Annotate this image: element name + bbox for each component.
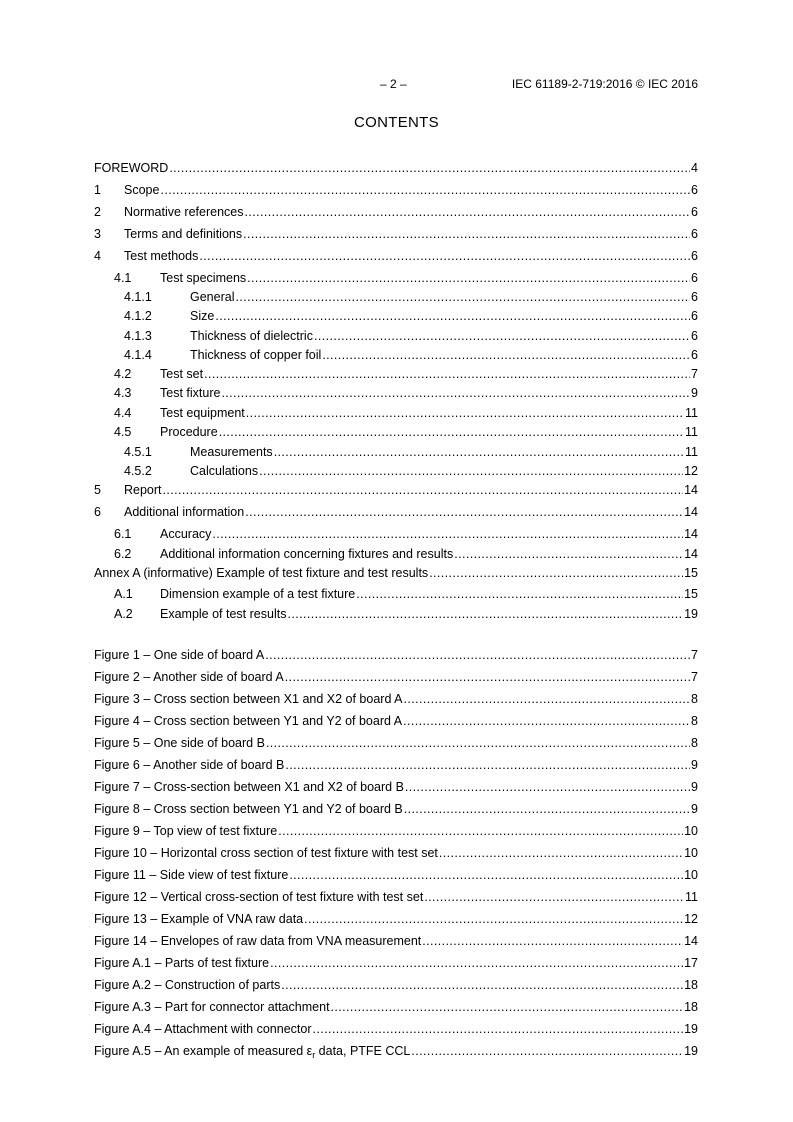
dot-leader bbox=[289, 866, 683, 885]
dot-leader bbox=[221, 384, 690, 403]
toc-entry-number: 4.5.1 bbox=[124, 445, 152, 459]
dot-leader bbox=[312, 1020, 683, 1039]
figure-entry[interactable] bbox=[94, 888, 698, 907]
figure-entry-title: Figure 9 – Top view of test fixture bbox=[94, 824, 278, 838]
figure-entry-title: Figure 6 – Another side of board B bbox=[94, 758, 285, 772]
figure-entry-page: 10 bbox=[684, 846, 698, 860]
toc-entry-number: 4.4 bbox=[114, 406, 132, 420]
toc-entry[interactable] bbox=[94, 181, 698, 200]
toc-entry-title: Test methods bbox=[124, 249, 199, 263]
toc-entry[interactable] bbox=[94, 585, 698, 604]
dot-leader bbox=[411, 1042, 683, 1061]
dot-leader bbox=[169, 159, 690, 178]
toc-entry[interactable] bbox=[94, 605, 698, 624]
dot-leader bbox=[215, 307, 690, 326]
toc-entry-number: 6 bbox=[94, 505, 101, 519]
dot-leader bbox=[266, 734, 690, 753]
toc-entry[interactable] bbox=[94, 365, 698, 384]
toc-entry-page: 6 bbox=[691, 290, 698, 304]
figure-entry-page: 12 bbox=[684, 912, 698, 926]
figure-entry-title: Figure 2 – Another side of board A bbox=[94, 670, 284, 684]
toc-entry-page: 19 bbox=[684, 607, 698, 621]
figure-entry-title: Figure A.5 – An example of measured $\varepsilon_r$ data, PTFE CCL bbox=[94, 1044, 411, 1060]
toc-entry-title: Report bbox=[124, 483, 162, 497]
toc-entry-number: 4.1.3 bbox=[124, 329, 152, 343]
toc-entry[interactable] bbox=[94, 346, 698, 365]
toc-entry-number: 4.3 bbox=[114, 386, 132, 400]
figure-entry[interactable] bbox=[94, 844, 698, 863]
figure-entry-title: Figure A.2 – Construction of parts bbox=[94, 978, 281, 992]
dot-leader bbox=[422, 932, 683, 951]
toc-entry-page: 15 bbox=[684, 566, 698, 580]
dot-leader bbox=[278, 822, 683, 841]
toc-entry-title: Normative references bbox=[124, 205, 244, 219]
figure-entry[interactable] bbox=[94, 668, 698, 687]
toc-entry-title: Scope bbox=[124, 183, 160, 197]
dot-leader bbox=[274, 443, 684, 462]
figure-entry[interactable] bbox=[94, 954, 698, 973]
toc-entry-page: 11 bbox=[685, 445, 698, 459]
header-standard-reference: IEC 61189-2-719:2016 © IEC 2016 bbox=[511, 77, 698, 91]
toc-entry-title: Additional information bbox=[124, 505, 245, 519]
toc-entry-number: 2 bbox=[94, 205, 101, 219]
figure-entry[interactable] bbox=[94, 822, 698, 841]
toc-entry-title: Dimension example of a test fixture bbox=[160, 587, 356, 601]
toc-entry[interactable] bbox=[94, 384, 698, 403]
header-page-number: – 2 – bbox=[380, 77, 407, 91]
toc-entry[interactable] bbox=[94, 462, 698, 481]
toc-entry-number: 3 bbox=[94, 227, 101, 241]
figure-entry-page: 10 bbox=[684, 868, 698, 882]
dot-leader bbox=[212, 525, 683, 544]
dot-leader bbox=[424, 888, 684, 907]
dot-leader bbox=[235, 288, 690, 307]
toc-entry-page: 12 bbox=[684, 464, 698, 478]
toc-entry[interactable] bbox=[94, 247, 698, 266]
figure-entry[interactable] bbox=[94, 1042, 698, 1061]
toc-entry[interactable] bbox=[94, 404, 698, 423]
toc-entry-number: 6.1 bbox=[114, 527, 132, 541]
toc-entry-page: 6 bbox=[691, 271, 698, 285]
toc-entry-title: Measurements bbox=[190, 445, 273, 459]
dot-leader bbox=[247, 269, 690, 288]
dot-leader bbox=[199, 247, 690, 266]
toc-entry[interactable] bbox=[94, 564, 698, 583]
toc-entry[interactable] bbox=[94, 503, 698, 522]
figure-entry[interactable] bbox=[94, 712, 698, 731]
dot-leader bbox=[404, 800, 690, 819]
toc-entry[interactable] bbox=[94, 307, 698, 326]
toc-entry-title: Test equipment bbox=[160, 406, 245, 420]
figure-entry[interactable] bbox=[94, 756, 698, 775]
toc-entry-number: 4.2 bbox=[114, 367, 132, 381]
dot-leader bbox=[160, 181, 690, 200]
toc-entry[interactable] bbox=[94, 203, 698, 222]
toc-entry-page: 4 bbox=[691, 161, 698, 175]
toc-entry-page: 11 bbox=[685, 406, 698, 420]
dot-leader bbox=[245, 503, 683, 522]
dot-leader bbox=[245, 203, 691, 222]
toc-entry-page: 6 bbox=[691, 227, 698, 241]
toc-entry[interactable] bbox=[94, 423, 698, 442]
figure-entry-title: Figure 8 – Cross section between Y1 and Y2 of board B bbox=[94, 802, 403, 816]
figure-entry-page: 8 bbox=[691, 736, 698, 750]
dot-leader bbox=[270, 954, 683, 973]
dot-leader bbox=[163, 481, 684, 500]
figure-entry[interactable] bbox=[94, 800, 698, 819]
dot-leader bbox=[331, 998, 684, 1017]
dot-leader bbox=[403, 712, 690, 731]
toc-entry-page: 6 bbox=[691, 329, 698, 343]
toc-entry-page: 6 bbox=[691, 205, 698, 219]
toc-entry-page: 6 bbox=[691, 183, 698, 197]
toc-entry-number: 4.5.2 bbox=[124, 464, 152, 478]
figure-entry-page: 8 bbox=[691, 714, 698, 728]
figure-entry[interactable] bbox=[94, 998, 698, 1017]
toc-entry-title: General bbox=[190, 290, 235, 304]
figure-entry-page: 18 bbox=[684, 978, 698, 992]
toc-entry-page: 11 bbox=[685, 425, 698, 439]
toc-entry-page: 14 bbox=[684, 505, 698, 519]
dot-leader bbox=[405, 778, 690, 797]
toc-entry-page: 15 bbox=[684, 587, 698, 601]
figure-entry-title: Figure 4 – Cross section between Y1 and Y2 of board A bbox=[94, 714, 403, 728]
figure-entry-page: 7 bbox=[691, 670, 698, 684]
toc-entry-number: 4.1.1 bbox=[124, 290, 152, 304]
toc-entry[interactable] bbox=[94, 525, 698, 544]
toc-entry[interactable] bbox=[94, 327, 698, 346]
toc-entry-title: Size bbox=[190, 309, 215, 323]
toc-entry-title: Procedure bbox=[160, 425, 218, 439]
toc-entry[interactable] bbox=[94, 225, 698, 244]
figure-entry-page: 8 bbox=[691, 692, 698, 706]
toc-entry-page: 14 bbox=[684, 527, 698, 541]
figure-entry-subscript: r bbox=[312, 1050, 316, 1060]
figure-entry-page: 18 bbox=[684, 1000, 698, 1014]
page-title: CONTENTS bbox=[354, 114, 439, 131]
dot-leader bbox=[429, 564, 683, 583]
toc-entry-title: Thickness of dielectric bbox=[190, 329, 313, 343]
figure-entry-page: 9 bbox=[691, 758, 698, 772]
toc-entry-title: Additional information concerning fixtures and results bbox=[160, 547, 454, 561]
dot-leader bbox=[356, 585, 683, 604]
figure-entry-title: Figure 3 – Cross section between X1 and X2 of board A bbox=[94, 692, 403, 706]
figure-entry[interactable] bbox=[94, 932, 698, 951]
toc-entry-title: Thickness of copper foil bbox=[190, 348, 322, 362]
figure-entry-title: Figure A.3 – Part for connector attachment bbox=[94, 1000, 330, 1014]
toc-entry[interactable] bbox=[94, 288, 698, 307]
figure-entry-title: Figure A.1 – Parts of test fixture bbox=[94, 956, 270, 970]
figure-entry[interactable] bbox=[94, 646, 698, 665]
toc-entry-number: 4.5 bbox=[114, 425, 132, 439]
figure-entry-title: Figure 10 – Horizontal cross section of test fixture with test set bbox=[94, 846, 438, 860]
toc-entry-number: 4.1.2 bbox=[124, 309, 152, 323]
dot-leader bbox=[454, 545, 683, 564]
figure-entry-title: Figure A.4 – Attachment with connector bbox=[94, 1022, 312, 1036]
figure-entry-page: 19 bbox=[684, 1022, 698, 1036]
figure-entry-page: 17 bbox=[684, 956, 698, 970]
dot-leader bbox=[281, 976, 683, 995]
toc-entry-page: 14 bbox=[684, 547, 698, 561]
dot-leader bbox=[287, 605, 683, 624]
figure-entry-page: 19 bbox=[684, 1044, 698, 1058]
figure-entry-title: Figure 11 – Side view of test fixture bbox=[94, 868, 289, 882]
dot-leader bbox=[322, 346, 690, 365]
dot-leader bbox=[314, 327, 690, 346]
dot-leader bbox=[246, 404, 684, 423]
toc-entry-number: A.1 bbox=[114, 587, 133, 601]
dot-leader bbox=[404, 690, 691, 709]
dot-leader bbox=[259, 462, 683, 481]
toc-entry-page: 6 bbox=[691, 249, 698, 263]
toc-entry-title: Test fixture bbox=[160, 386, 221, 400]
toc-entry-title: FOREWORD bbox=[94, 161, 169, 175]
toc-entry[interactable] bbox=[94, 159, 698, 178]
toc-entry-page: 7 bbox=[691, 367, 698, 381]
dot-leader bbox=[265, 646, 690, 665]
toc-entry-number: 4.1.4 bbox=[124, 348, 152, 362]
toc-entry[interactable] bbox=[94, 269, 698, 288]
toc-entry-title: Test specimens bbox=[160, 271, 247, 285]
toc-entry-page: 6 bbox=[691, 309, 698, 323]
toc-entry-title: Annex A (informative) Example of test fixture and test results bbox=[94, 566, 429, 580]
toc-entry-page: 14 bbox=[684, 483, 698, 497]
toc-entry-number: 4 bbox=[94, 249, 101, 263]
figure-entry-title: Figure 14 – Envelopes of raw data from VNA measurement bbox=[94, 934, 422, 948]
figure-entry-page: 14 bbox=[684, 934, 698, 948]
toc-entry[interactable] bbox=[94, 481, 698, 500]
dot-leader bbox=[285, 756, 690, 775]
figure-entry-page: 11 bbox=[685, 890, 698, 904]
toc-entry-number: 6.2 bbox=[114, 547, 132, 561]
toc-entry[interactable] bbox=[94, 443, 698, 462]
dot-leader bbox=[219, 423, 684, 442]
figure-entry-title: Figure 12 – Vertical cross-section of test fixture with test set bbox=[94, 890, 424, 904]
figure-entry-page: 7 bbox=[691, 648, 698, 662]
figure-entry-title: Figure 5 – One side of board B bbox=[94, 736, 265, 750]
toc-entry-number: A.2 bbox=[114, 607, 133, 621]
figure-entry-title: Figure 7 – Cross-section between X1 and X2 of board B bbox=[94, 780, 404, 794]
dot-leader bbox=[243, 225, 690, 244]
dot-leader bbox=[439, 844, 683, 863]
toc-entry-title: Accuracy bbox=[160, 527, 212, 541]
toc-entry-title: Example of test results bbox=[160, 607, 287, 621]
toc-entry-page: 9 bbox=[691, 386, 698, 400]
toc-entry-title: Calculations bbox=[190, 464, 259, 478]
toc-entry[interactable] bbox=[94, 545, 698, 564]
toc-entry-number: 4.1 bbox=[114, 271, 132, 285]
toc-entry-number: 1 bbox=[94, 183, 101, 197]
figure-entry-title: Figure 13 – Example of VNA raw data bbox=[94, 912, 304, 926]
figure-entry-page: 9 bbox=[691, 780, 698, 794]
figure-entry[interactable] bbox=[94, 866, 698, 885]
dot-leader bbox=[304, 910, 683, 929]
figure-entry[interactable] bbox=[94, 976, 698, 995]
figure-entry[interactable] bbox=[94, 910, 698, 929]
figure-entry[interactable] bbox=[94, 690, 698, 709]
toc-entry-title: Terms and definitions bbox=[124, 227, 243, 241]
figure-entry-page: 9 bbox=[691, 802, 698, 816]
toc-entry-title: Test set bbox=[160, 367, 204, 381]
figure-entry-title: Figure 1 – One side of board A bbox=[94, 648, 265, 662]
toc-entry-number: 5 bbox=[94, 483, 101, 497]
toc-entry-page: 6 bbox=[691, 348, 698, 362]
figure-entry-page: 10 bbox=[684, 824, 698, 838]
figure-entry[interactable] bbox=[94, 778, 698, 797]
figure-entry[interactable] bbox=[94, 1020, 698, 1039]
dot-leader bbox=[204, 365, 690, 384]
figure-entry[interactable] bbox=[94, 734, 698, 753]
dot-leader bbox=[285, 668, 690, 687]
